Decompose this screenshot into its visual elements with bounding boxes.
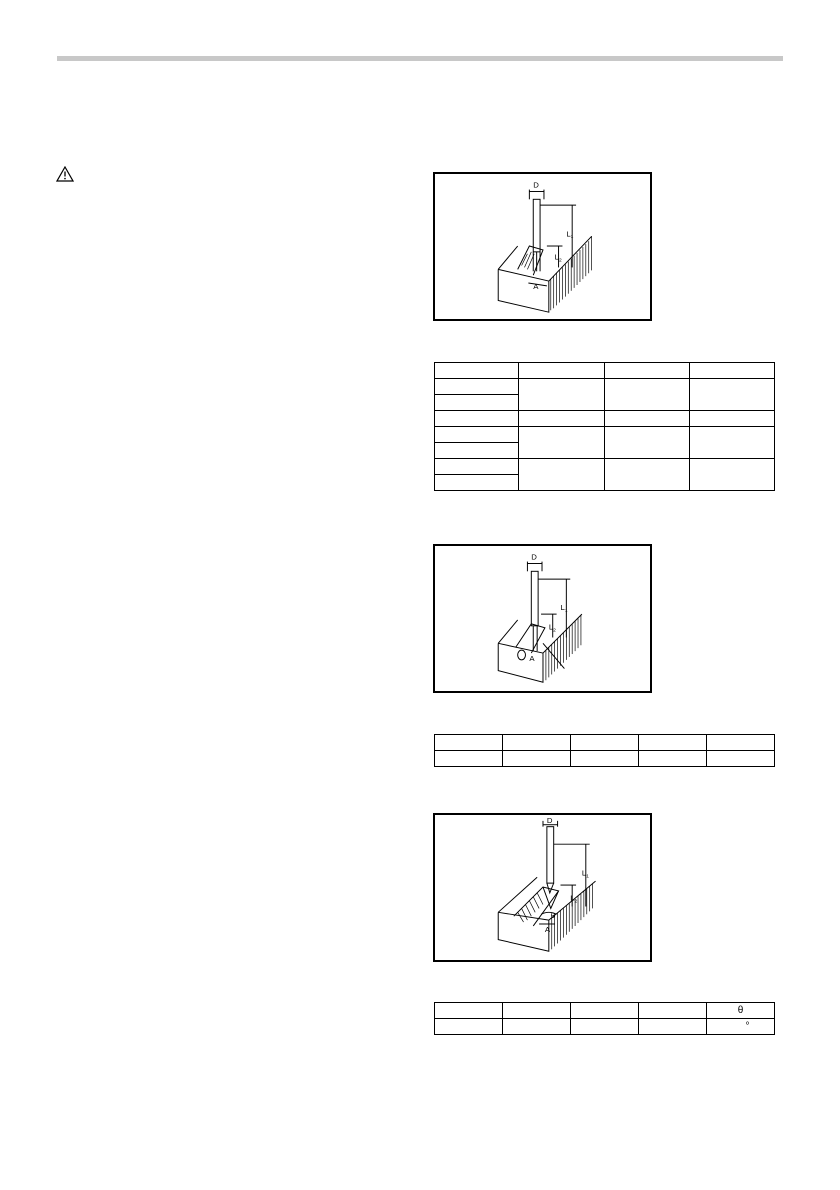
figure3-label-theta: θ xyxy=(550,911,556,921)
table-row xyxy=(435,735,775,751)
table-u-grooving-bit xyxy=(434,734,775,767)
figure1-label-l2: $L_2$ xyxy=(554,252,562,264)
table-row xyxy=(435,427,775,443)
table-straight-bit xyxy=(434,362,775,491)
figure3-label-l2: $L_2$ xyxy=(570,893,578,905)
table-row xyxy=(435,411,775,427)
figure2-label-a: A xyxy=(529,653,535,663)
figure1-label-a: A xyxy=(533,281,539,291)
figure1-label-l1: $L_1$ xyxy=(566,229,574,241)
figure2-label-l1: $L_1$ xyxy=(560,603,568,615)
figure3-label-d: D xyxy=(546,815,553,825)
theta-header: θ xyxy=(707,1003,775,1019)
top-rule xyxy=(57,56,783,61)
figure1-label-d: D xyxy=(533,180,539,190)
table-row xyxy=(435,363,775,379)
figure2-label-d: D xyxy=(531,552,537,562)
figure-straight-bit xyxy=(433,172,652,321)
table-row xyxy=(435,751,775,767)
figure3-label-a: A xyxy=(544,924,551,934)
figure-v-grooving-bit xyxy=(433,813,652,962)
figure2-label-l2: $L_2$ xyxy=(548,622,556,634)
degree-mark: ° xyxy=(707,1019,775,1035)
figure-u-grooving-bit xyxy=(433,544,652,693)
table-row xyxy=(435,1003,775,1019)
table-row xyxy=(435,379,775,395)
table-row xyxy=(435,1019,775,1035)
figure3-label-l1: $L_1$ xyxy=(581,868,589,880)
table-v-grooving-bit xyxy=(434,1002,775,1035)
table-row xyxy=(435,459,775,475)
warning-triangle-icon xyxy=(56,166,74,182)
